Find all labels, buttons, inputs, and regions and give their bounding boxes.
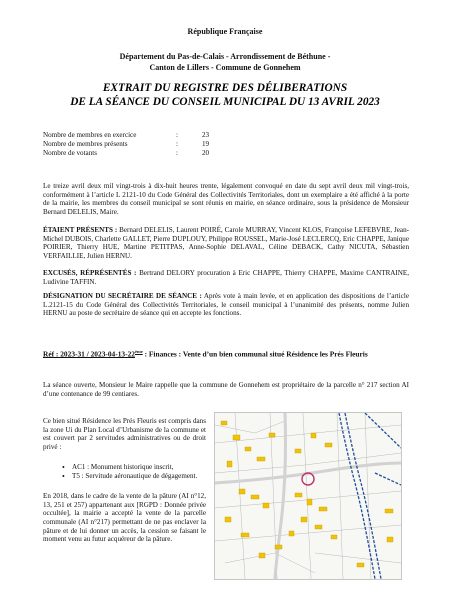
presents-text: Bernard DELELIS, Laurent POIRÉ, Carole MURRAY, Vincent KLOS, Françoise LEFEBVRE, Jean-Michel DUBOIS, Charlette GALLET, Pierre DUPLOUY, Philippe ROUSSEL, Marie-José LECLERCQ, Eric CHAPPE, Janique POIRIER, Thierry HUE, Martine PETITPAS, Anne-Sophie DELAVAL, Céline DEBACK, Cathy NICUTA, Sébastien VERFAILLIE, Julien HERNU. xyxy=(43,226,409,260)
excuses-label: EXCUSÉS, RÉPRÉSENTÉS : xyxy=(43,269,137,277)
republic-heading: République Française xyxy=(187,27,263,36)
deliberation-reference xyxy=(43,349,409,359)
count-label: Nombre de membres en exercice xyxy=(43,131,137,139)
department-line-1: Département du Pas-de-Calais - Arrondissement de Béthune - xyxy=(119,52,331,61)
excuses-paragraph xyxy=(43,269,409,286)
reference-separator: : xyxy=(142,349,149,359)
reference-subject: Vente d’un bien communal situé Résidence les Prés Fleuris xyxy=(181,349,368,359)
count-label: Nombre de votants xyxy=(43,149,97,157)
member-counts xyxy=(43,131,343,163)
secretaire-text: Après vote à main levée, et en application des dispositions de l’article L.2121-15 du Code Général des Collectivités Territoriales, le conseil municipal à l’unanimité des présents, nomme Julien HERNU au poste de secrétaire de séance qui en accepte les fonctions. xyxy=(43,292,409,318)
count-separator: : xyxy=(176,149,178,157)
department-line-2: Canton de Lillers - Commune de Gonnehem xyxy=(149,63,301,72)
count-separator: : xyxy=(176,131,178,139)
body-paragraph-zoning: Ce bien situé Résidence les Prés Fleuris est compris dans la zone Ui du Plan Local d’Urbanisme de la commune et est couvert par 2 servitudes administratives ou de droit privé : xyxy=(43,417,206,451)
count-separator: : xyxy=(176,140,178,148)
document-title-line-2: DE LA SÉANCE DU CONSEIL MUNICIPAL DU 13 AVRIL 2023 xyxy=(70,96,380,108)
reference-category: Finances : xyxy=(148,349,182,359)
presents-label: ÉTAIENT PRÉSENTS : xyxy=(43,226,118,234)
count-row xyxy=(43,149,343,158)
excuses-text: Bertrand DELORY procuration à Eric CHAPPE, Thierry CHAPPE, Maxime CANTRAINE, Ludivine TAFFIN. xyxy=(43,269,410,286)
count-row xyxy=(43,140,343,149)
secretaire-label: DÉSIGNATION DU SECRÉTAIRE DE SÉANCE : xyxy=(43,292,202,300)
cadastral-map-drawing xyxy=(215,413,401,579)
presents-paragraph xyxy=(43,226,409,261)
reference-number: Réf : 2023-31 / 2023-04-13-22 xyxy=(43,349,135,359)
list-item: • AC1 : Monument historique inscrit, xyxy=(72,463,206,472)
servitudes-list xyxy=(58,463,206,480)
intro-paragraph: Le treize avril deux mil vingt-trois à dix-huit heures trente, légalement convoqué en date du sept avril deux mil vingt-trois, conformément à l’article L 2121-10 du Code Général des Collectivités Territoriales, dont un exemplaire a été affiché à la porte de la mairie, les membres du conseil municipal se sont réunis en mairie, en séance ordinaire, sous la présidence de Monsieur Bernard DELELIS, Maire. xyxy=(43,182,409,216)
count-row xyxy=(43,131,343,140)
count-value: 19 xyxy=(202,140,210,148)
list-item: • T5 : Servitude aéronautique de dégagement. xyxy=(72,472,206,481)
reference-suffix: ème xyxy=(134,349,143,354)
count-value: 20 xyxy=(202,149,210,157)
count-label: Nombre de membres présents xyxy=(43,140,128,148)
document-title-line-1: EXTRAIT DU REGISTRE DES DÉLIBERATIONS xyxy=(102,82,348,94)
body-paragraph-parcel: La séance ouverte, Monsieur le Maire rappelle que la commune de Gonnehem est propriétaire de la parcelle n° 217 section AI d’une contenance de 99 centiares. xyxy=(43,381,409,398)
body-paragraph-sale-history: En 2018, dans le cadre de la vente de la pâture (AI n°12, 13, 251 et 257) appartenant aux [RGPD : Donnée privée occultée], la mairie a accepté la vente de la parcelle communale (AI n°217) permettant de ne pas enclaver la pâture et de lui donner un accès, la cession se faisant le moment venu au futur acquéreur de la pâture. xyxy=(43,492,206,544)
count-value: 23 xyxy=(202,131,210,139)
secretaire-paragraph xyxy=(43,292,409,318)
cadastral-map xyxy=(214,412,402,580)
